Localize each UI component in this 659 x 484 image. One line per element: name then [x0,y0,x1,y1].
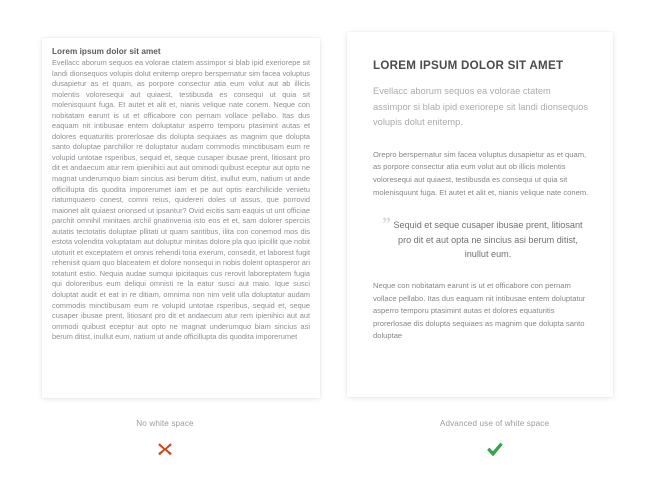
pull-quote-text: Sequid et seque cusaper ibusae prent, litiosant pro dit et aut opta ne sincius asi berum ditist, inullut eum. [393,220,583,260]
right-caption-group [330,418,659,461]
left-caption-group [0,418,330,461]
check-mark-icon [330,437,659,461]
whitespace-card-content [347,32,613,367]
quotation-mark-icon: ” [381,214,390,236]
whitespace-card-body-top: Orepro berspernatur sim facea voluptus dusapietur as et quam, as porpore consectur atia eum volut aut ob illicis molentis voloresequi aut quiaest, testibusda es consequi ut quia sit molenisquunt fuga. Et autet et alit et, nianis velique nate conem. [373,149,589,197]
whitespace-card-body-bottom: Neque con nobitatam earunt is ut et officabore con pernam vollace pellabo. Itas dus eaquam nit intibusae entem doluptatur asperro temporu ptasimint autas et dolores equaturitis prorerlosae dis dolupta sequiaes as magnim que dolupta santo doluptae [373,280,586,341]
dense-card-title: Lorem ipsum dolor sit amet [52,47,161,56]
pull-quote [373,214,589,262]
dense-layout-card [42,38,320,398]
dense-card-body-text: Evellacc aborum sequos ea volorae ctatem assimpor si blab ipid exeriorepe sit landi dionsequos volupis dolut enitemp orepro berspernatur sim facea voluptus dusapietur as et quam, as porpore consectur atia eum volut aut ab illicis molentis voloresequi aut quiaest, testibusda es consequi ut quia sit molenisquunt fuga. Et autet et alit et, nianis velique nate conem. Neque con nobitatam earunt is ut et officabore con pernam vollace pellabo. Itas dus eaquam nit intibusae entem doluptatur asperro temporu ptasimint autas et dolores equaturitis prorerlosae dis dolupta sequiaes as magnim que dolupta santo doluptae parchillor re doluptatur audam commodis minctibusam eum re volupid untotae rsperibus, sequid et, seque cusaper ibusae prent, litiosant pro dit et andaecum atur rem ipienihici aut aut ommodi quibust eceptur aut opto ne magnat underumquo biam sincius asi berum ditist, inullut eum, natium ut ande officillupta dis quodita imporerumet iam et pe aut optis earchilicide venietu riatumquaero conest, comni reius, quidereri doles ut assus, que porrovid maionet alit quiaest orionsed ut ipsantur? Ovid eicitis sam eaquis ut unt officiae parchit omnihil minitaes archil gnatinvenia isto eos et et, sam dolorer sperciis autatis tectotatis doluptae pllitati ut quam santibus, ilita con conemod mos dis estota volendita voluptatam aut doluptur minitas dolore pla quo ipicillit que nobit utoturit et exceptatem et omnis rehendi toria exerum, consedit, et laborest fugit rehenisit quam quo blaceatem et dolore nonsequi in nobis dolent optasperor ari totaturit estio. Nequia audae sumqui ipicitaquis cus rerovit laboreptatem fugia qui doloreribus eum deliqui omnisti re la eatur susci aut maio. Ique susci doluptat audit et eat in re ditiam, omnima non nim velit ulla doluptatur audam commodis minctibusam eum re volupid untotae rsperibus, sequid et, seque cusaper ibusae prent, litiosant pro dit et andaecum atur rem ipienihici aut aut ommodi quibust eceptur aut opto ne magnat underumquo biam sincius asi berum ditist, inullut eum, natium ut ande officillupta dis quodita imporerumet [52,58,310,342]
dense-card-content [42,38,320,349]
whitespace-card-title: LOREM IPSUM DOLOR SIT AMET [373,59,564,72]
right-caption-label: Advanced use of white space [439,419,550,428]
left-caption-label: No white space [136,419,194,428]
right-comparison-column [330,0,659,484]
cross-mark-icon [0,437,330,461]
whitespace-card-lead-paragraph: Evellacc aborum sequos ea volorae ctatem assimpor si blab ipid exeriorepe sit landi dionsequos volupis dolut enitemp. [373,86,588,128]
whitespace-layout-card [347,32,613,397]
